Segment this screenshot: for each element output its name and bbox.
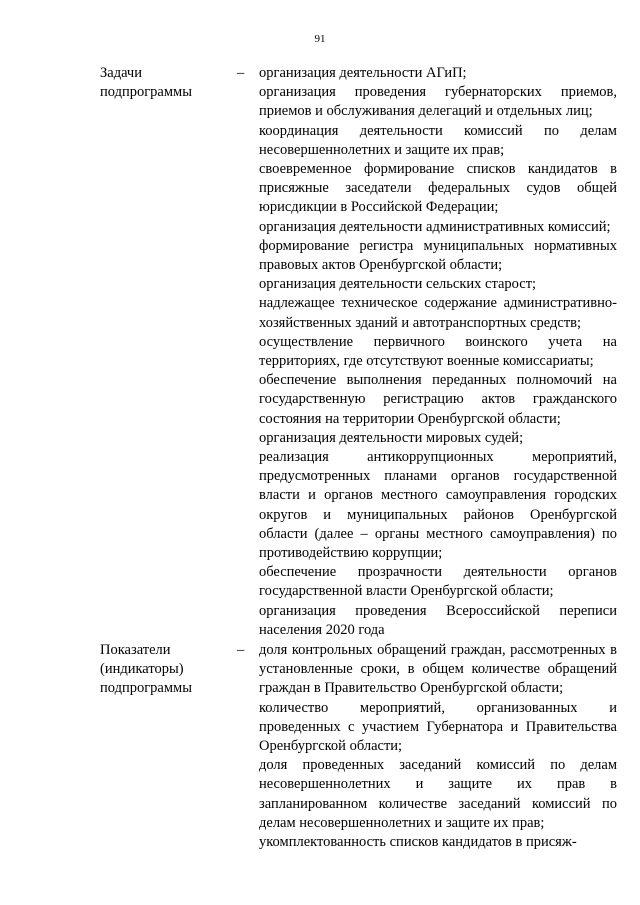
section-label [100, 64, 230, 102]
list-item: своевременное формирование списков кандидатов в присяжные заседатели федеральных судов общей юрисдикции в Российской Федерации; [259, 161, 617, 216]
label-line: Показатели [100, 642, 171, 658]
list-item: обеспечение выполнения переданных полномочий на государственную регистрацию актов гражданского состояния на территории Оренбургской области; [259, 372, 617, 427]
list-item: организация проведения Всероссийской переписи населения 2020 года [259, 602, 617, 638]
list-item: обеспечение прозрачности деятельности органов государственной власти Оренбургской области; [259, 564, 617, 600]
list-item: укомплектованность списков кандидатов в присяж- [259, 834, 577, 851]
list-item: надлежащее техническое содержание административно-хозяйственных зданий и автотранспортных средств; [259, 295, 617, 331]
list-item: реализация антикоррупционных мероприятий, предусмотренных планами органов государственной власти и органов местного самоуправления городских округов и муниципальных районов Оренбургской области (далее – органы местного самоуправления) по противодействию коррупции; [259, 449, 617, 562]
list-item: осуществление первичного воинского учета на территориях, где отсутствуют военные комиссариаты; [259, 333, 617, 370]
list-item: организация проведения губернаторских приемов, приемов и обслуживания делегаций и отдельных лиц; [259, 84, 617, 120]
page-number: 91 [314, 33, 326, 45]
list-item: организация деятельности административных комиссий; [259, 218, 611, 235]
list-item: организация деятельности АГиП; [259, 65, 467, 81]
dash-separator: – [237, 642, 245, 658]
label-line: подпрограммы [100, 84, 192, 101]
list-item: организация деятельности мировых судей; [259, 429, 524, 446]
label-line: подпрограммы [100, 680, 192, 697]
label-line: (индикаторы) [100, 661, 184, 678]
dash-separator: – [237, 65, 245, 81]
section-content [259, 64, 617, 640]
list-item: доля контрольных обращений граждан, рассмотренных в установленные сроки, в общем количестве обращений граждан в Правительство Оренбургской области; [259, 642, 617, 697]
list-item: координация деятельности комиссий по делам несовершеннолетних и защите их прав; [259, 122, 617, 158]
section-content [259, 641, 617, 852]
list-item: количество мероприятий, организованных и проведенных с участием Губернатора и Правительства Оренбургской области; [259, 699, 617, 755]
section-label [100, 641, 230, 699]
list-item: формирование регистра муниципальных нормативных правовых актов Оренбургской области; [259, 237, 617, 274]
list-item: организация деятельности сельских старост; [259, 276, 537, 293]
label-line: Задачи [100, 65, 142, 81]
list-item: доля проведенных заседаний комиссий по делам несовершеннолетних и защите их прав в запланированном количестве заседаний комиссий по делам несовершеннолетних и защите их прав; [259, 757, 617, 831]
